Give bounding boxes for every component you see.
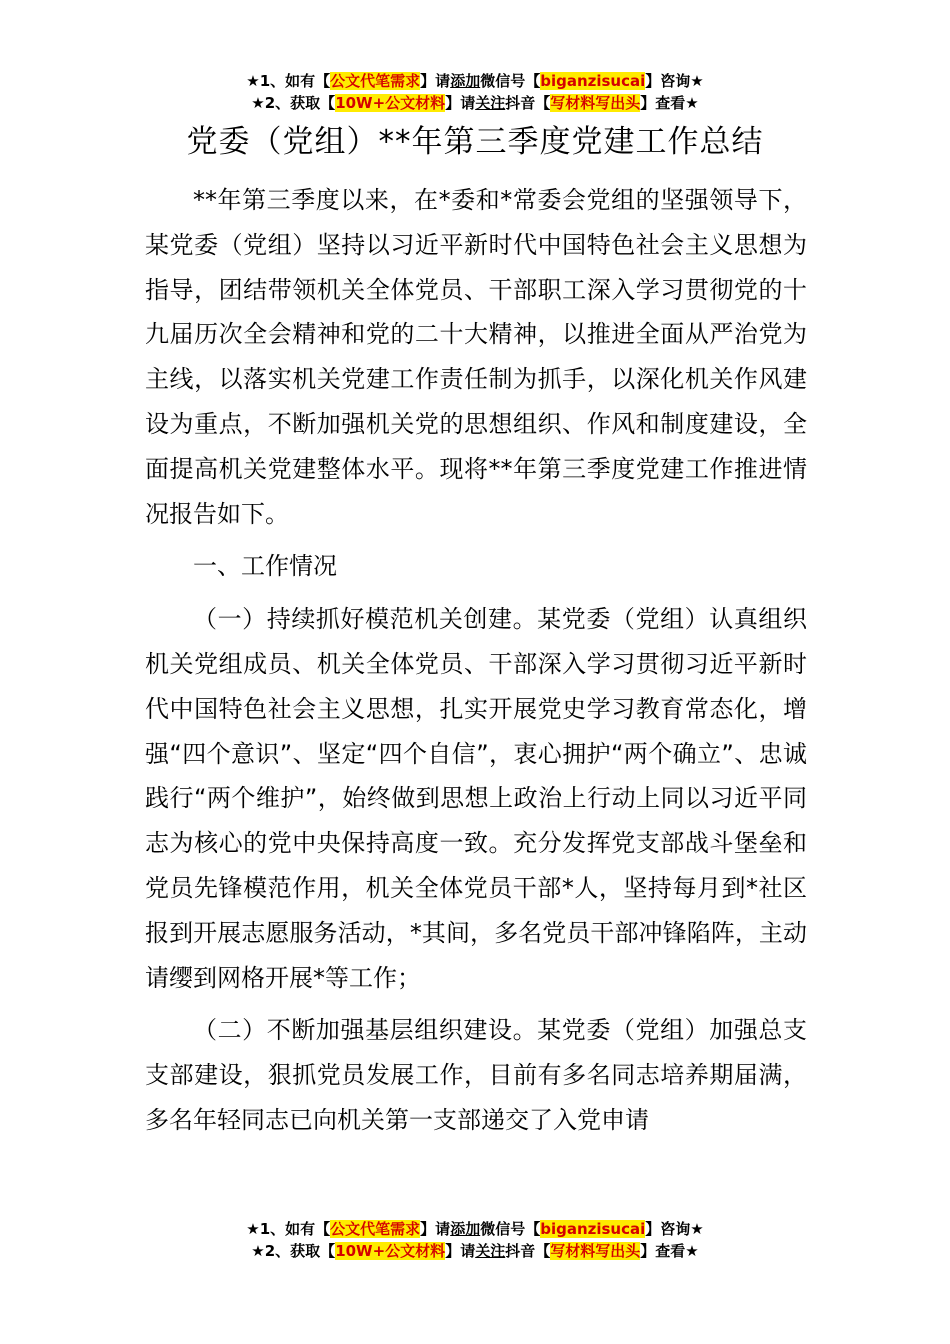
body-paragraph: （一）持续抓好模范机关创建。某党委（党组）认真组织机关党组成员、机关全体党员、干部深入学习贯彻习近平新时代中国特色社会主义思想，扎实开展党史学习教育常态化，增强“四个意识”、坚定“四个自信”，衷心拥护“两个确立”、忠诚践行“两个维护”，始终做到思想上政治上行动上同以习近平同志为核心的党中央保持高度一致。充分发挥党支部战斗堡垒和党员先锋模范作用，机关全体党员干部*人，坚持每月到*社区报到开展志愿服务活动，*其间，多名党员干部冲锋陷阵，主动请缨到网格开展*等工作； bbox=[145, 605, 807, 992]
intro-paragraph: **年第三季度以来，在*委和*常委会党组的坚强领导下，某党委（党组）坚持以习近平新时代中国特色社会主义思想为指导，团结带领机关全体党员、干部职工深入学习贯彻党的十九届历次全会精神和党的二十大精神，以推进全面从严治党为主线，以落实机关党建工作责任制为抓手，以深化机关作风建设为重点，不断加强机关党的思想组织、作风和制度建设，全面提高机关党建整体水平。现将**年第三季度党建工作推进情况报告如下。 bbox=[145, 186, 807, 528]
service-highlight: 公文代笔需求 bbox=[330, 1220, 421, 1238]
header-notice bbox=[0, 70, 950, 114]
notice-line-2: ★2、获取【10W+公文材料】请关注抖音【写材料写出头】查看★ bbox=[251, 1242, 699, 1260]
notice-line-1: ★1、如有【公文代笔需求】请添加微信号【biganzisucai】咨询★ bbox=[246, 1220, 704, 1238]
body-paragraph: （二）不断加强基层组织建设。某党委（党组）加强总支支部建设，狠抓党员发展工作，目前有多名同志培养期届满，多名年轻同志已向机关第一支部递交了入党申请 bbox=[145, 1016, 807, 1134]
materials-highlight: 10W+公文材料 bbox=[335, 94, 446, 112]
document-body bbox=[145, 178, 807, 1143]
materials-highlight: 10W+公文材料 bbox=[335, 1242, 446, 1260]
section-heading: 一、工作情况 bbox=[193, 552, 337, 581]
footer-notice bbox=[0, 1218, 950, 1262]
douyin-account-highlight: 写材料写出头 bbox=[550, 94, 641, 112]
document-title: 党委（党组）**年第三季度党建工作总结 bbox=[186, 124, 764, 160]
notice-line-1: ★1、如有【公文代笔需求】请添加微信号【biganzisucai】咨询★ bbox=[246, 72, 704, 90]
wechat-id-highlight: biganzisucai bbox=[540, 1220, 646, 1238]
douyin-account-highlight: 写材料写出头 bbox=[550, 1242, 641, 1260]
notice-line-2: ★2、获取【10W+公文材料】请关注抖音【写材料写出头】查看★ bbox=[251, 94, 699, 112]
service-highlight: 公文代笔需求 bbox=[330, 72, 421, 90]
wechat-id-highlight: biganzisucai bbox=[540, 72, 646, 90]
